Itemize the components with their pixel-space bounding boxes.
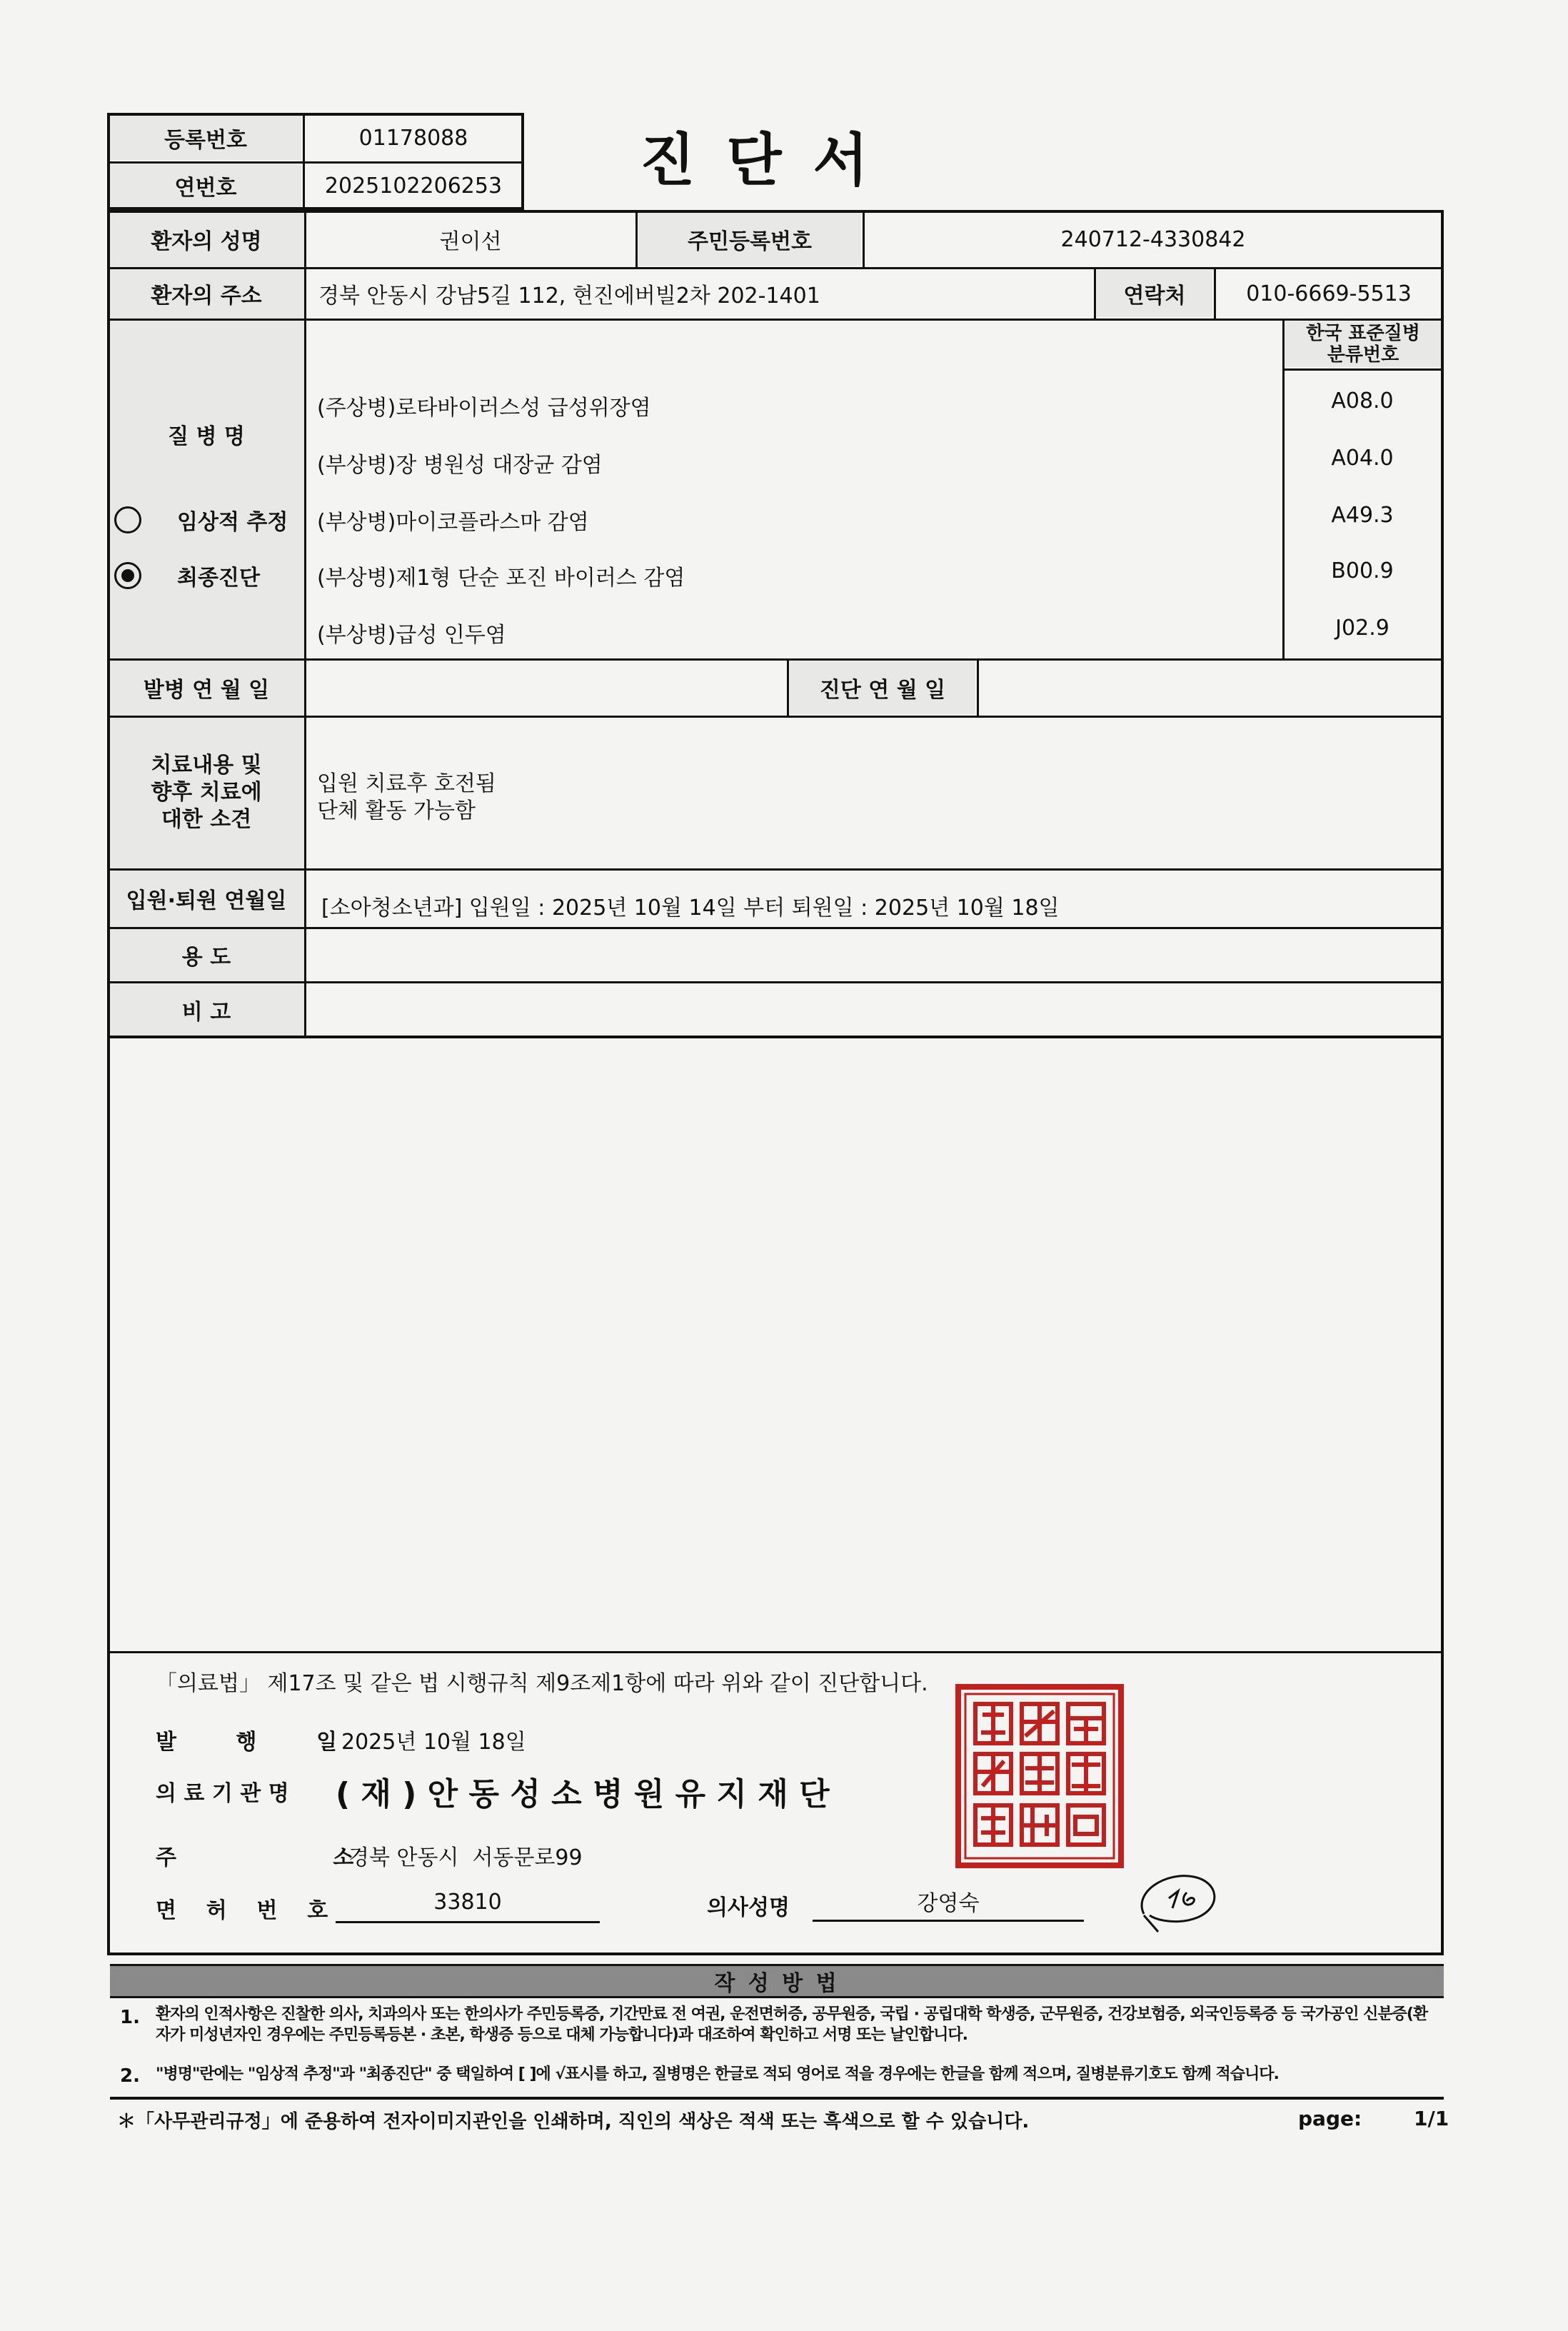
- contact-label: 연락처: [1097, 270, 1212, 317]
- diagnosis-date-label: 진단 연 월 일: [790, 661, 975, 714]
- diagnosis-name-4: (부상병)제1형 단순 포진 바이러스 감염: [317, 566, 685, 591]
- address-label: 주 소: [156, 1845, 354, 1870]
- certification-statement: 「의료법」 제17조 및 같은 법 시행규칙 제9조제1항에 따라 위와 같이 진단합니다.: [156, 1671, 928, 1696]
- patient-address-label: 환자의 주소: [151, 284, 262, 309]
- onset-value: [318, 661, 783, 714]
- doctor-label: 의사성명: [707, 1895, 790, 1920]
- issue-date: 2025년 10월 18일: [341, 1730, 526, 1755]
- instruction-1-number: 1.: [120, 2007, 140, 2028]
- diagnosis-code-3: A49.3: [1331, 503, 1394, 528]
- diagnosis-name-5: (부상병)급성 인두염: [317, 623, 506, 648]
- patient-name: 권이선: [439, 229, 502, 254]
- rrn-label: 주민등록번호: [638, 213, 861, 266]
- clinical-estimate-label: 임상적 추정: [177, 510, 288, 535]
- diagnosis-name-2: (부상병)장 병원성 대장균 감염: [317, 453, 603, 478]
- institution-name: ( 재 ) 안 동 성 소 병 원 유 지 재 단: [336, 1776, 830, 1813]
- patient-address: 경북 안동시 강남5길 112, 현진에버빌2차 202-1401: [318, 284, 820, 309]
- radio-selected-icon: [114, 562, 141, 589]
- final-diagnosis-label: 최종진단: [177, 566, 260, 591]
- registration-label: 등록번호: [110, 116, 301, 160]
- patient-rrn: 240712-4330842: [1060, 226, 1246, 252]
- patient-contact: 010-6669-5513: [1246, 281, 1412, 306]
- signature: [1130, 1864, 1230, 1935]
- license-number: 33810: [433, 1890, 502, 1915]
- serial-number: 2025102206253: [324, 173, 503, 199]
- diagnosis-code-5: J02.9: [1335, 616, 1389, 641]
- diagnosis-name-3: (부상병)마이코플라스마 감염: [317, 510, 589, 535]
- license-label: 면 허 번 호: [156, 1898, 328, 1923]
- onset-label: 발병 연 월 일: [143, 678, 270, 703]
- institution-label: 의 료 기 관 명: [156, 1781, 289, 1806]
- treatment-line-2: 단체 활동 가능함: [317, 798, 476, 823]
- purpose-value: [318, 930, 1432, 980]
- serial-label: 연번호: [110, 164, 301, 207]
- doctor-name: 강영숙: [917, 1891, 980, 1916]
- diagnosis-code-1: A08.0: [1331, 388, 1394, 413]
- diagnosis-code-2: A04.0: [1331, 446, 1394, 471]
- admission-value: [소아청소년과] 입원일 : 2025년 10월 14일 부터 퇴원일 : 2025년 10월 18일: [321, 896, 1060, 921]
- instruction-1: 환자의 인적사항은 진찰한 의사, 치과의사 또는 한의사가 주민등록증, 기간만료 전 여권, 운전면허증, 공무원증, 국립 · 공립대학 학생증, 군무원증, 건강보험증, 외국인등록증 등 국가공인 신분증(환자가 미성년자인 경우에는 주민등록등본 · 초본, 학생증 등으로 대체 가능합니다)과 대조하여 확인하고 서명 또는 날인합니다.: [156, 2005, 1428, 2044]
- admission-label: 입원·퇴원 연월일: [126, 888, 287, 913]
- instructions-band: [110, 1964, 1444, 1998]
- treatment-label: 치료내용 및 향후 치료에 대한 소견: [151, 753, 262, 832]
- diagnosis-name-1: (주상병)로타바이러스성 급성위장염: [317, 396, 651, 421]
- patient-name-label: 환자의 성명: [151, 229, 262, 254]
- diagnosis-date-value: [992, 661, 1435, 714]
- radio-empty-icon: [114, 506, 141, 533]
- radio-clinical-estimate[interactable]: [114, 503, 303, 537]
- footer-note: ＊「사무관리규정」에 준용하여 전자이미지관인을 인쇄하며, 직인의 색상은 적색 또는 흑색으로 할 수 있습니다.: [117, 2111, 1030, 2132]
- diagnosis-label: 질 병 명: [168, 424, 245, 449]
- treatment-line-1: 입원 치료후 호전됨: [317, 771, 496, 796]
- diagnosis-code-4: B00.9: [1331, 558, 1394, 583]
- radio-final-diagnosis[interactable]: [114, 558, 303, 593]
- instructions-header: 작 성 방 법: [714, 1971, 840, 1996]
- page-label: page:: [1298, 2107, 1362, 2130]
- instruction-2-number: 2.: [120, 2065, 140, 2087]
- certification-box: [107, 1038, 1444, 1955]
- remarks-value: [318, 984, 1432, 1036]
- hospital-address: 경북 안동시 서동문로99: [348, 1845, 583, 1870]
- document-title: 진 단 서: [640, 127, 874, 194]
- remarks-label: 비 고: [181, 1000, 231, 1025]
- code-header: 한국 표준질병 분류번호: [1285, 321, 1441, 367]
- institution-seal: [954, 1683, 1125, 1870]
- registration-number: 01178088: [358, 125, 468, 151]
- instruction-2: "병명"란에는 "임상적 추정"과 "최종진단" 중 택일하여 [ ]에 √표시를 하고, 질병명은 한글로 적되 영어로 적을 경우에는 한글을 함께 적으며, 질병분류기호도 함께 적습니다.: [156, 2065, 1279, 2083]
- page-number: 1/1: [1414, 2107, 1449, 2130]
- issue-date-label: 발 행 일: [156, 1730, 338, 1755]
- purpose-label: 용 도: [181, 945, 231, 970]
